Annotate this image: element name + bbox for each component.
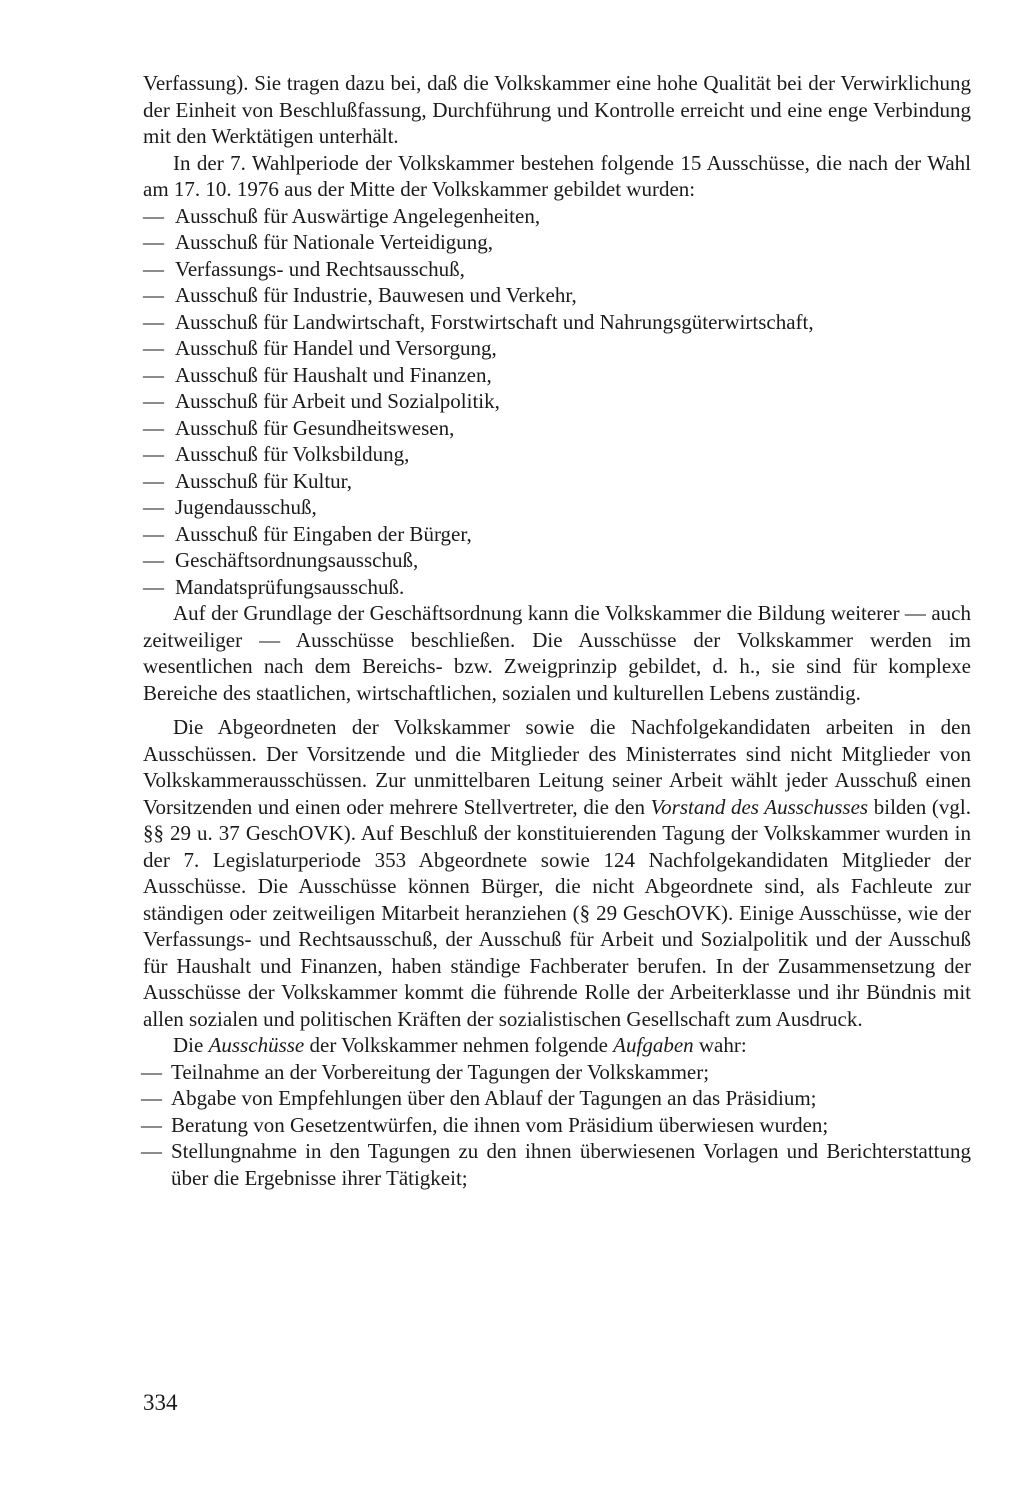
dash-marker: — [143, 203, 164, 228]
list-item: — Ausschuß für Arbeit und Sozialpolitik, [143, 389, 500, 413]
dash-marker: — [143, 256, 164, 281]
intro-paragraph: Verfassung). Sie tragen dazu bei, daß die Volkskammer eine hohe Qualität bei der Verwirklichung der Einheit von Beschlußfassung, Durchführung und Kontrolle erreicht und eine enge Verbindung mit den Werktätigen unterhält. [143, 71, 971, 148]
dash-marker: — [143, 362, 164, 387]
list-item: — Abgabe von Empfehlungen über den Ablauf der Tagungen an das Präsidium; [141, 1086, 817, 1110]
list-item: — Ausschuß für Nationale Verteidigung, [143, 230, 494, 254]
dash-marker: — [141, 1139, 162, 1163]
abgeordneten-paragraph: Die Abgeordneten der Volkskammer sowie die Nachfolgekandidaten arbeiten in den Ausschüssen. Der Vorsitzende und die Mitglieder des Ministerrates sind nicht Mitglieder von Volkskammerausschüssen. Zur unmittelbaren Leitung seiner Arbeit wählt jeder Ausschuß einen Vorsitzenden und einen oder mehrere Stellvertreter, die den Vorstand des Ausschusses bilden (vgl. §§ 29 u. 37 GeschOVK). Auf Beschluß der konstituierenden Tagung der Volkskammer wurden in der 7. Legislaturperiode 353 Abgeordnete sowie 124 Nachfolgekandidaten Mitglieder der Ausschüsse. Die Ausschüsse können Bürger, die nicht Abgeordnete sind, als Fachleute zur ständigen oder zeitweiligen Mitarbeit heranziehen (§ 29 GeschOVK). Einige Ausschüsse, wie der Verfassungs- und Rechtsausschuß, der Ausschuß für Arbeit und Sozialpolitik und der Ausschuß für Haushalt und Finanzen, haben ständige Fachberater berufen. In der Zusammensetzung der Ausschüsse der Volkskammer kommt die führende Rolle der Arbeiterklasse und ihr Bündnis mit allen sozialen und politischen Kräften der sozialistischen Gesellschaft zum Ausdruck. [143, 715, 971, 1031]
list-item: — Ausschuß für Handel und Versorgung, [143, 336, 497, 360]
aufgaben-paragraph: Die Ausschüsse der Volkskammer nehmen folgende Aufgaben wahr: [173, 1033, 747, 1057]
list-item: — Jugendausschuß, [143, 495, 317, 519]
list-item: — Ausschuß für Kultur, [143, 468, 353, 493]
list-item: — Ausschuß für Auswärtige Angelegenheiten, [143, 203, 541, 228]
page-number: 334 [143, 1390, 178, 1415]
dash-marker: — [143, 521, 164, 546]
dash-marker: — [143, 309, 164, 334]
dash-marker: — [143, 442, 164, 466]
grundlage-paragraph: Auf der Grundlage der Geschäftsordnung kann die Volkskammer die Bildung weiterer — auch zeitweiliger — Ausschüsse beschließen. Die Ausschüsse der Volkskammer werden im wesentlichen nach dem Bereichs- bzw. Zweigprinzip gebildet, d. h., sie sind für komplexe Bereiche des staatlichen, wirtschaftlichen, sozialen und kulturellen Lebens zuständig. [143, 601, 971, 705]
dash-marker: — [143, 336, 164, 360]
list-item: — Teilnahme an der Vorbereitung der Tagungen der Volkskammer; [141, 1059, 710, 1084]
list-item: — Verfassungs- und Rechtsausschuß, [143, 256, 465, 281]
committee-list [143, 203, 971, 601]
task-list [141, 1059, 971, 1192]
list-item: — Mandatsprüfungsausschuß. [143, 574, 405, 599]
page-body [143, 70, 971, 1191]
dash-marker: — [143, 468, 164, 493]
dash-marker: — [143, 230, 164, 254]
list-item: — Ausschuß für Volksbildung, [143, 442, 410, 466]
list-item: — Stellungnahme in den Tagungen zu den ihnen überwiesenen Vorlagen und Berichterstattung über die Ergebnisse ihrer Tätigkeit; [141, 1139, 971, 1190]
dash-marker: — [141, 1112, 162, 1137]
emphasis-ausschuesse: Ausschüsse [208, 1033, 305, 1057]
list-item: — Ausschuß für Haushalt und Finanzen, [143, 362, 492, 387]
list-item: — Beratung von Gesetzentwürfen, die ihnen vom Präsidium überwiesen wurden; [141, 1112, 829, 1137]
wahlperiode-paragraph: In der 7. Wahlperiode der Volkskammer bestehen folgende 15 Ausschüsse, die nach der Wahl am 17. 10. 1976 aus der Mitte der Volkskammer gebildet wurden: [143, 150, 971, 201]
dash-marker: — [143, 283, 164, 307]
list-item: — Ausschuß für Eingaben der Bürger, [143, 521, 472, 546]
list-item: — Ausschuß für Landwirtschaft, Forstwirtschaft und Nahrungsgüterwirtschaft, [143, 309, 814, 334]
dash-marker: — [143, 415, 164, 440]
dash-marker: — [141, 1059, 162, 1084]
dash-marker: — [143, 389, 164, 413]
dash-marker: — [143, 548, 164, 572]
dash-marker: — [143, 574, 164, 599]
dash-marker: — [141, 1086, 162, 1110]
dash-marker: — [143, 495, 164, 519]
list-item: — Geschäftsordnungsausschuß, [143, 548, 419, 572]
list-item: — Ausschuß für Industrie, Bauwesen und Verkehr, [143, 283, 577, 307]
list-item: — Ausschuß für Gesundheitswesen, [143, 415, 455, 440]
emphasis-aufgaben: Aufgaben [613, 1033, 694, 1057]
emphasis-vorstand: Vorstand des Ausschusses [650, 794, 869, 819]
